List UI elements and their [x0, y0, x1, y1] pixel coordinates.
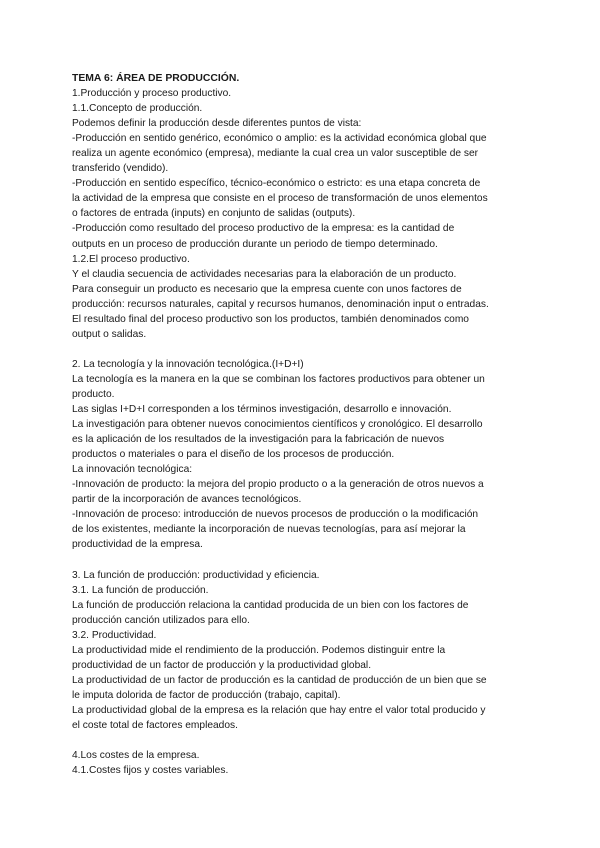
text-line: partir de la incorporación de avances tecnológicos.: [72, 494, 302, 506]
text-line: La función de producción relaciona la cantidad producida de un bien con los factores de: [72, 599, 469, 611]
text-line: Podemos definir la producción desde diferentes puntos de vista:: [72, 118, 362, 130]
text-line: El resultado final del proceso productivo son los productos, también denominados como: [72, 313, 469, 325]
text-line: La investigación para obtener nuevos conocimientos científicos y cronológico. El desarrollo: [72, 419, 483, 431]
text-line: output o salidas.: [72, 328, 147, 340]
section-production-function: [72, 568, 532, 734]
section-technology: [72, 357, 532, 553]
text-line: La productividad de un factor de producción es la cantidad de producción de un bien que se: [72, 674, 487, 686]
text-line: La innovación tecnológica:: [72, 464, 193, 476]
text-line: Para conseguir un producto es necesario que la empresa cuente con unos factores de: [72, 283, 462, 295]
text-line: La tecnología es la manera en la que se combinan los factores productivos para obtener un: [72, 373, 485, 385]
text-line: le imputa dolorida de factor de producción (trabajo, capital).: [72, 689, 341, 701]
text-line: producción canción utilizados para ello.: [72, 614, 250, 626]
section-costs: [72, 748, 532, 778]
text-line: 1.2.El proceso productivo.: [72, 253, 190, 265]
text-line: o factores de entrada (inputs) en conjunto de salidas (outputs).: [72, 208, 356, 220]
text-line: es la aplicación de los resultados de la investigación para la fabricación de nuevos: [72, 434, 445, 446]
text-line: La productividad mide el rendimiento de la producción. Podemos distinguir entre la: [72, 644, 446, 656]
text-line: la actividad de la empresa que consiste en el proceso de transformación de unos elementos: [72, 193, 488, 205]
text-line: transferido (vendido).: [72, 163, 169, 175]
text-line: Y el claudia secuencia de actividades necesarias para la elaboración de un producto.: [72, 268, 457, 280]
text-line: outputs en un proceso de producción durante un periodo de tiempo determinado.: [72, 238, 438, 250]
paragraph-spacer: [72, 342, 532, 357]
text-line: productos o materiales o para el diseño de los procesos de producción.: [72, 449, 395, 461]
text-line: 4.1.Costes fijos y costes variables.: [72, 765, 229, 777]
text-line: -Innovación de producto: la mejora del propio producto o a la generación de otros nuevos a: [72, 479, 484, 491]
text-line: 1.Producción y proceso productivo.: [72, 88, 232, 100]
text-line: de los existentes, mediante la incorporación de nuevas tecnologías, para así mejorar la: [72, 524, 466, 536]
text-line: producto.: [72, 388, 115, 400]
text-line: realiza un agente económico (empresa), mediante la cual crea un valor susceptible de ser: [72, 148, 479, 160]
text-line: -Producción en sentido específico, técnico-económico o estricto: es una etapa concreta de: [72, 178, 481, 190]
text-line: 4.Los costes de la empresa.: [72, 750, 200, 762]
text-line: producción: recursos naturales, capital y recursos humanos, denominación input o entradas.: [72, 298, 489, 310]
text-line: productividad de un factor de producción y la productividad global.: [72, 659, 372, 671]
text-line: 3.2. Productividad.: [72, 629, 157, 641]
text-line: La productividad global de la empresa es la relación que hay entre el valor total producido y: [72, 704, 486, 716]
text-line: 3. La función de producción: productividad y eficiencia.: [72, 569, 320, 581]
paragraph-spacer: [72, 553, 532, 568]
paragraph-spacer: [72, 733, 532, 748]
section-production: [72, 86, 532, 342]
text-line: 2. La tecnología y la innovación tecnológica.(I+D+I): [72, 358, 304, 370]
text-line: -Producción como resultado del proceso productivo de la empresa: es la cantidad de: [72, 223, 455, 235]
text-line: Las siglas I+D+I corresponden a los términos investigación, desarrollo e innovación.: [72, 404, 452, 416]
text-line: 3.1. La función de producción.: [72, 584, 209, 596]
document-body: [72, 71, 532, 778]
text-line: 1.1.Concepto de producción.: [72, 103, 203, 115]
text-line: productividad de la empresa.: [72, 539, 203, 551]
text-line: -Innovación de proceso: introducción de nuevos procesos de producción o la modificación: [72, 509, 479, 521]
text-line: -Producción en sentido genérico, económico o amplio: es la actividad económica global que: [72, 133, 487, 145]
text-line: el coste total de factores empleados.: [72, 720, 238, 732]
document-title: TEMA 6: ÁREA DE PRODUCCIÓN.: [72, 73, 240, 84]
